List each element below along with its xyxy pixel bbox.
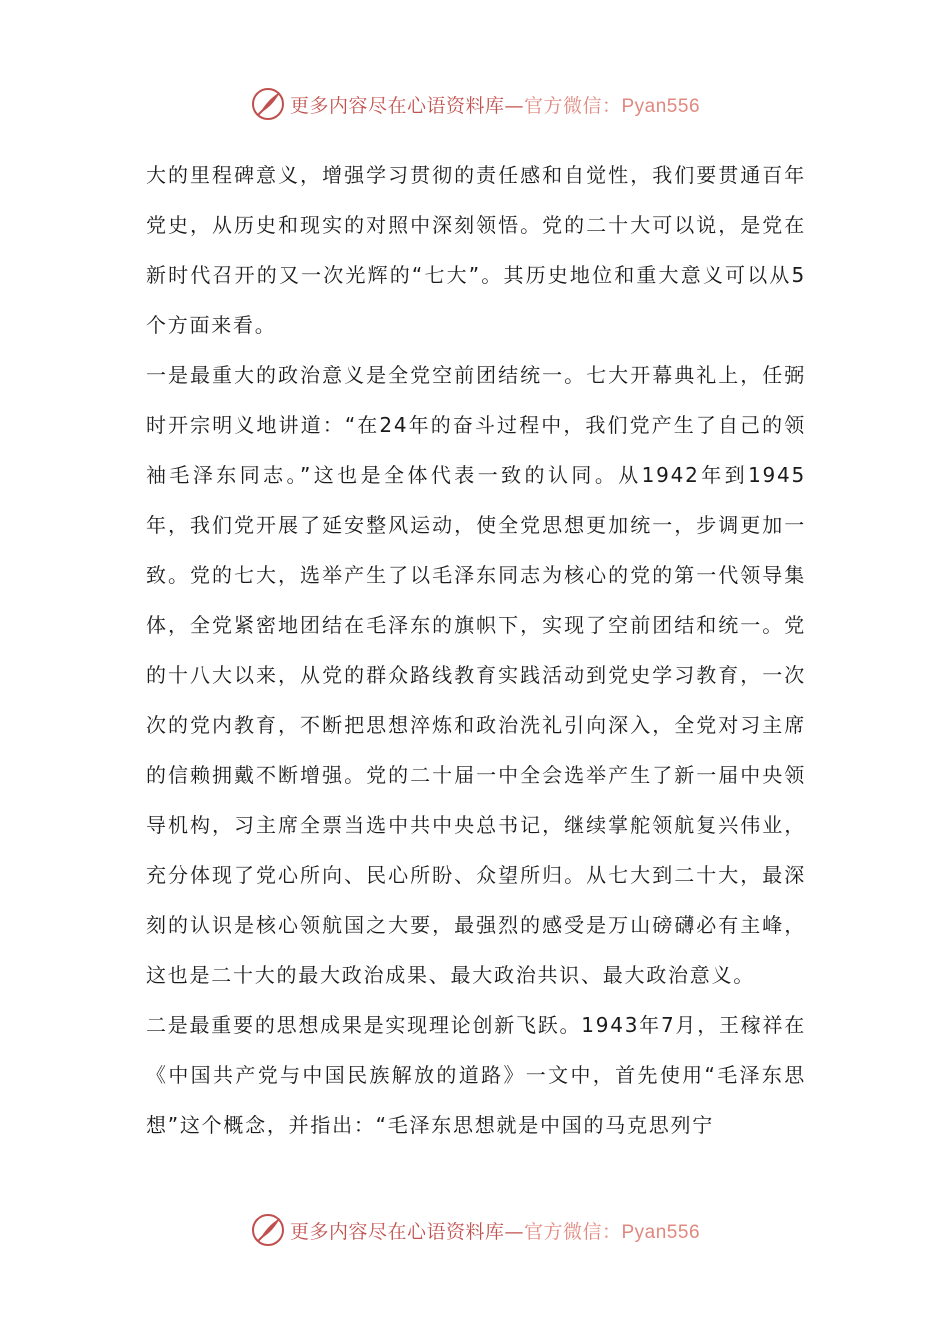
paragraph-2: 一是最重大的政治意义是全党空前团结统一。七大开幕典礼上，任弼时开宗明义地讲道：“在24年的奋斗过程中，我们党产生了自己的领袖毛泽东同志。”这也是全体代表一致的认同。从1942年到1945年，我们党开展了延安整风运动，使全党思想更加统一，步调更加一致。党的七大，选举产生了以毛泽东同志为核心的党的第一代领导集体，全党紧密地团结在毛泽东的旗帜下，实现了空前团结和统一。党的十八大以来，从党的群众路线教育实践活动到党史学习教育，一次次的党内教育，不断把思想淬炼和政治洗礼引向深入，全党对习主席的信赖拥戴不断增强。党的二十届一中全会选举产生了新一届中央领导机构，习主席全票当选中共中央总书记，继续掌舵领航复兴伟业，充分体现了党心所向、民心所盼、众望所归。从七大到二十大，最深刻的认识是核心领航国之大要，最强烈的感受是万山磅礴必有主峰，这也是二十大的最大政治成果、最大政治共识、最大政治意义。 <box>146 363 806 987</box>
quill-pen-logo-icon <box>250 86 286 122</box>
document-body <box>146 150 806 1150</box>
paragraph-1: 大的里程碑意义，增强学习贯彻的责任感和自觉性，我们要贯通百年党史，从历史和现实的对照中深刻领悟。党的二十大可以说，是党在新时代召开的又一次光辉的“七大”。其历史地位和重大意义可以从5个方面来看。 <box>146 163 806 337</box>
header-banner-text: 更多内容尽在心语资料库—官方微信：Pyan556 <box>289 94 701 117</box>
header-banner <box>0 84 950 124</box>
paragraph-3: 二是最重要的思想成果是实现理论创新飞跃。1943年7月，王稼祥在《中国共产党与中国民族解放的道路》一文中，首先使用“毛泽东思想”这个概念，并指出：“毛泽东思想就是中国的马克思列宁 <box>146 1013 806 1137</box>
footer-banner-text: 更多内容尽在心语资料库—官方微信：Pyan556 <box>289 1220 701 1243</box>
footer-banner <box>0 1210 950 1250</box>
quill-pen-logo-icon <box>250 1212 286 1248</box>
